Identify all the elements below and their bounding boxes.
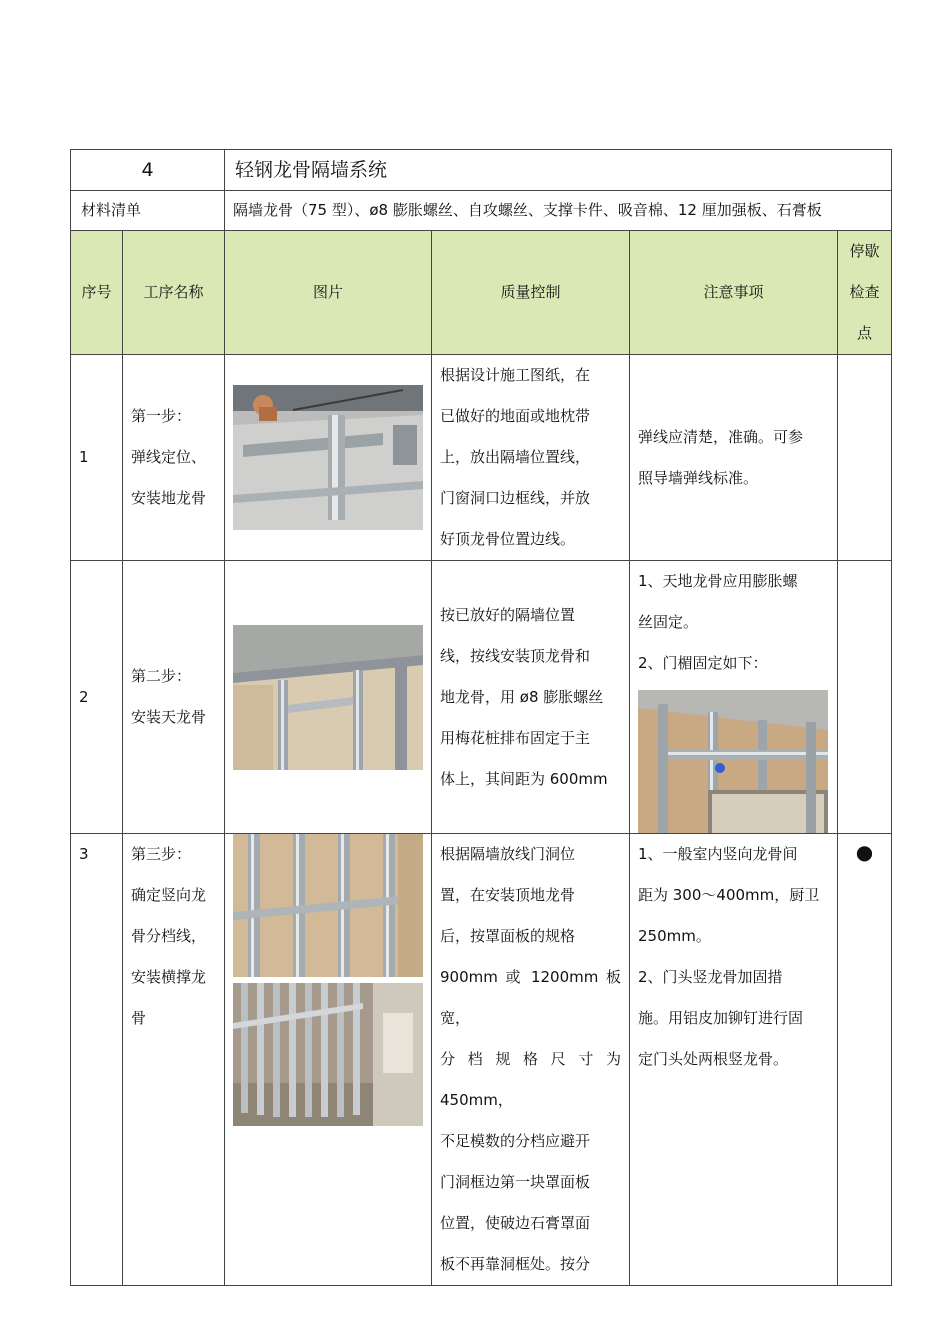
process-line: 确定竖向龙 (131, 886, 207, 904)
col-header-hold (838, 231, 892, 355)
image-cell (225, 561, 432, 834)
row-number: 1 (71, 355, 123, 561)
stud-framing-photo (233, 983, 423, 1126)
quality-line: 后，按罩面板的规格 (440, 927, 576, 945)
notes-line: 1、天地龙骨应用膨胀螺 (638, 572, 798, 590)
process-line: 安装地龙骨 (131, 489, 207, 507)
quality-line: 根据隔墙放线门洞位 (440, 845, 576, 863)
door-lintel-photo (638, 690, 828, 833)
row-number: 3 (71, 834, 123, 1286)
quality-line: 好顶龙骨位置边线。 (440, 530, 576, 548)
process-line: 骨 (131, 1009, 147, 1027)
table-row (71, 561, 892, 834)
materials-text: 隔墙龙骨（75 型）、ø8 膨胀螺丝、自攻螺丝、支撑卡件、吸音棉、12 厘加强板、石膏板 (225, 191, 892, 231)
notes-line: 施。用铝皮加铆钉进行固 (638, 1009, 804, 1027)
hold-point (838, 355, 892, 561)
section-header-row (71, 150, 892, 191)
image-cell (225, 834, 432, 1286)
process-line: 安装横撑龙 (131, 968, 207, 986)
quality-line: 门洞框边第一块罩面板 (440, 1173, 591, 1191)
col-header-hold-line1: 停歇 (849, 242, 880, 260)
process-name (123, 355, 225, 561)
quality-line: 已做好的地面或地枕带 (440, 407, 591, 425)
quality-line: 位置，使破边石膏罩面 (440, 1214, 591, 1232)
quality-line: 不足模数的分档应避开 (440, 1132, 591, 1150)
col-header-hold-line3: 点 (857, 324, 873, 342)
notes-line: 2、门头竖龙骨加固措 (638, 968, 783, 986)
quality-line: 置，在安装顶地龙骨 (440, 886, 576, 904)
quality-control (432, 561, 630, 834)
column-header-row (71, 231, 892, 355)
quality-line: 地龙骨，用 ø8 膨胀螺丝 (440, 687, 604, 706)
section-number: 4 (71, 150, 225, 191)
process-name (123, 834, 225, 1286)
quality-line: 用梅花桩排布固定于主 (440, 728, 591, 747)
table-row (71, 834, 892, 1286)
notes (630, 834, 838, 1286)
col-header-hold-line2: 检查 (849, 283, 880, 301)
hold-point-marker: ● (855, 840, 874, 864)
process-table (70, 149, 892, 1286)
process-line: 骨分档线， (131, 927, 207, 945)
notes-line: 丝固定。 (638, 613, 699, 631)
row-number: 2 (71, 561, 123, 834)
notes-line: 250mm。 (638, 927, 711, 945)
notes-line: 定门头处两根竖龙骨。 (638, 1050, 789, 1068)
notes (630, 355, 838, 561)
process-line: 弹线定位、 (131, 448, 207, 466)
notes-line: 1、一般室内竖向龙骨间 (638, 845, 798, 863)
quality-line: 门窗洞口边框线，并放 (440, 489, 591, 507)
process-name (123, 561, 225, 834)
process-line: 安装天龙骨 (131, 708, 207, 726)
notes (630, 561, 838, 834)
quality-line: 按已放好的隔墙位置 (440, 605, 576, 624)
hold-point (838, 834, 892, 1286)
quality-line: 板不再靠洞框处。按分 (440, 1255, 591, 1273)
process-line: 第二步： (131, 667, 192, 685)
materials-label: 材料清单 (71, 191, 225, 231)
quality-line: 体上，其间距为 600mm (440, 769, 608, 788)
quality-line: 900mm 或 1200mm 板宽， (440, 968, 621, 1027)
col-header-no: 序号 (71, 231, 123, 355)
col-header-process: 工序名称 (123, 231, 225, 355)
materials-row (71, 191, 892, 231)
quality-line: 线，按线安装顶龙骨和 (440, 646, 591, 665)
quality-line: 上，放出隔墙位置线， (440, 448, 591, 466)
col-header-image: 图片 (225, 231, 432, 355)
notes-line: 弹线应清楚，准确。可参 (638, 427, 804, 446)
notes-line: 照导墙弹线标准。 (638, 468, 759, 487)
image-cell (225, 355, 432, 561)
ceiling-track-photo (233, 625, 423, 770)
document-page (70, 149, 891, 1286)
quality-control (432, 355, 630, 561)
section-title: 轻钢龙骨隔墙系统 (225, 150, 892, 191)
process-line: 第一步： (131, 407, 192, 425)
quality-control (432, 834, 630, 1286)
quality-line: 根据设计施工图纸，在 (440, 366, 591, 384)
floor-track-photo (233, 385, 423, 530)
table-row (71, 355, 892, 561)
notes-line: 2、门楣固定如下： (638, 654, 768, 672)
process-line: 第三步： (131, 845, 192, 863)
hold-point (838, 561, 892, 834)
col-header-notes: 注意事项 (630, 231, 838, 355)
col-header-quality: 质量控制 (432, 231, 630, 355)
quality-line: 分档规格尺寸为 450mm， (440, 1050, 621, 1109)
vertical-stud-photo (233, 834, 423, 977)
notes-line: 距为 300～400mm，厨卫 (638, 886, 820, 904)
